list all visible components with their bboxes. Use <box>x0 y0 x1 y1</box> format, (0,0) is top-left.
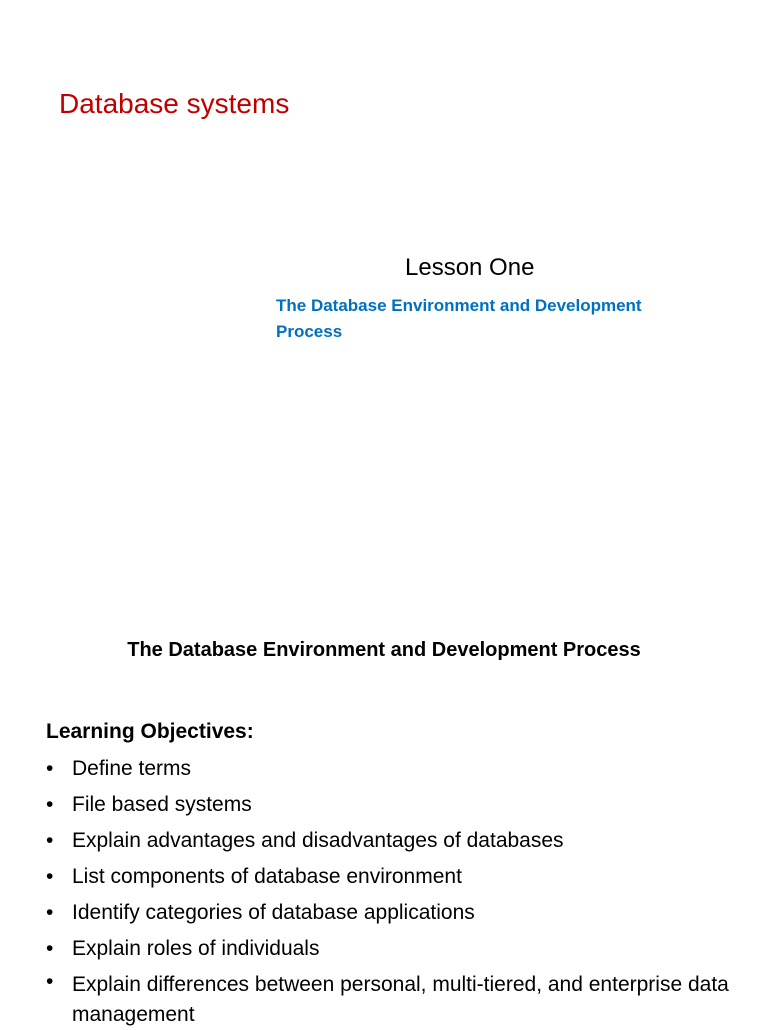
bullet-icon: • <box>46 937 54 960</box>
lesson-subtitle: The Database Environment and Development Process <box>276 296 642 341</box>
objective-item <box>46 967 746 1030</box>
objective-text: Explain advantages and disadvantages of databases <box>72 829 564 852</box>
learning-objectives-heading: Learning Objectives: <box>46 720 254 743</box>
objective-item <box>46 751 746 787</box>
objective-item <box>46 895 746 931</box>
section-heading: The Database Environment and Development Process <box>127 639 641 661</box>
bullet-icon: • <box>46 901 54 924</box>
objective-text: Identify categories of database applications <box>72 901 475 924</box>
bullet-icon: • <box>46 757 54 780</box>
objective-text: List components of database environment <box>72 865 462 888</box>
objective-text: Define terms <box>72 757 192 780</box>
objective-text: Explain differences between personal, multi-tiered, and enterprise data management <box>72 973 729 1026</box>
learning-objectives-list <box>46 751 746 1030</box>
objective-item <box>46 787 746 823</box>
objective-text: File based systems <box>72 793 252 816</box>
lesson-label: Lesson One <box>405 254 535 281</box>
course-title: Database systems <box>59 88 290 119</box>
objective-item <box>46 823 746 859</box>
bullet-icon: • <box>46 829 54 852</box>
objective-text: Explain roles of individuals <box>72 937 320 960</box>
bullet-icon: • <box>46 970 54 993</box>
bullet-icon: • <box>46 793 54 816</box>
objective-item <box>46 859 746 895</box>
bullet-icon: • <box>46 865 54 888</box>
objective-item <box>46 931 746 967</box>
